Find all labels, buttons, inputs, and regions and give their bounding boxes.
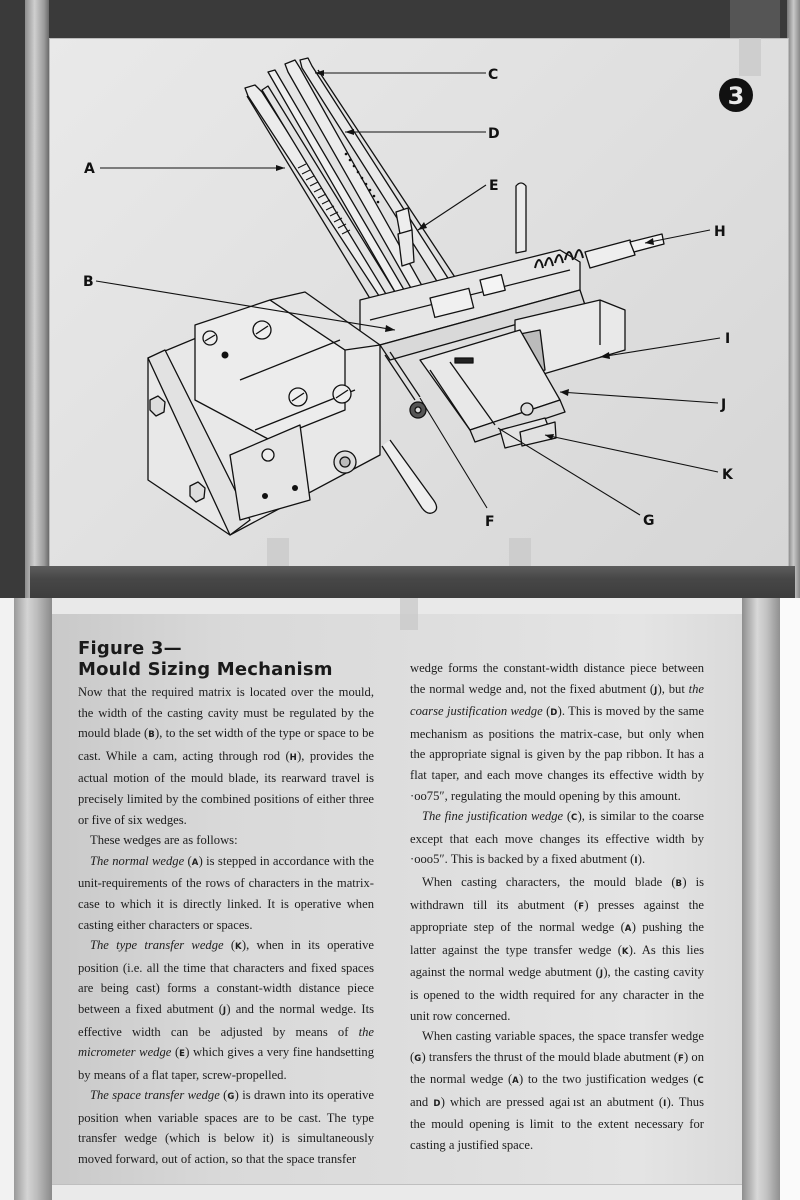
text-run: ( bbox=[223, 938, 236, 953]
text-run: ) is stepped in accordance with the unit-requirements of the rows of characters in the matrix-case to which it is directly linked. It is operative when casting either characters or spaces. bbox=[78, 853, 375, 932]
part-letter: K bbox=[235, 942, 242, 953]
text-run: ). bbox=[637, 852, 646, 867]
text-run: ). As this lies against the normal wedge abutment ( bbox=[410, 942, 704, 980]
text-run: ), when in its operative position (i.e. all the time that characters and fixed spaces are being cast) forms a constant-width distance piece between a fixed abutment ( bbox=[78, 938, 374, 1016]
text-run: ) pushing the latter against the type transfer wedge ( bbox=[410, 920, 704, 957]
wedge-rails bbox=[245, 58, 470, 315]
part-letter: D bbox=[433, 1098, 441, 1109]
callout-label-j: J bbox=[721, 397, 727, 413]
part-letter: F bbox=[677, 1053, 685, 1064]
text-run: When casting characters, the mould blade ( bbox=[422, 874, 676, 889]
text-run: ) presses against the appropriate step of the normal wedge ( bbox=[410, 897, 704, 935]
callout-label-d: D bbox=[488, 126, 500, 142]
part-letter: I bbox=[634, 856, 638, 867]
text-run: These wedges are as follows: bbox=[90, 833, 238, 848]
paragraph bbox=[78, 851, 374, 935]
wedge-name: The type transfer wedge bbox=[90, 938, 224, 953]
part-letter: J bbox=[222, 1005, 227, 1016]
text-run: Now that the required matrix is located over the mould, the width of the casting cavity must be regulated by the mould blade ( bbox=[78, 685, 374, 741]
part-letter: C bbox=[571, 813, 578, 824]
text-run: ) on the normal wedge ( bbox=[410, 1049, 704, 1087]
mould-sizing-diagram bbox=[0, 0, 800, 598]
right-text-flow bbox=[410, 658, 704, 1156]
part-letter: G bbox=[414, 1053, 422, 1064]
part-letter: J bbox=[599, 969, 604, 980]
text-run: ( bbox=[542, 704, 551, 719]
diagram-photo bbox=[0, 0, 800, 598]
wedge-name: The fine justification wedge bbox=[422, 809, 564, 824]
part-letter: K bbox=[621, 946, 629, 957]
paragraph bbox=[410, 872, 704, 1026]
tape-strip bbox=[400, 598, 418, 630]
display-frame-rail-right bbox=[742, 598, 780, 1200]
part-letter: A bbox=[624, 924, 632, 935]
callout-label-k: K bbox=[722, 467, 733, 483]
text-run: ). This is moved by the same mechanism as positions the matrix-case, but only when the appropriate signal is given by the pap ribbon. It has a flat taper, and each move changes its effective width by ·oo75″, regulating the mould opening by this amount. bbox=[410, 704, 705, 803]
part-letter: B bbox=[148, 730, 155, 741]
text-run: ) and the normal wedge. Its effective width can be adjusted by means of bbox=[78, 1001, 374, 1039]
left-text-flow bbox=[78, 682, 374, 1170]
callout-label-b: B bbox=[83, 274, 94, 290]
part-letter: I bbox=[663, 1098, 667, 1109]
part-letter: F bbox=[578, 901, 585, 912]
text-column-right bbox=[410, 658, 704, 1156]
paragraph bbox=[410, 806, 704, 872]
text-run: ) is withdrawn till its abutment ( bbox=[410, 874, 704, 912]
figure-title-line-1: Figure 3— bbox=[78, 638, 182, 659]
part-letter: H bbox=[289, 752, 298, 763]
lever-arm bbox=[382, 440, 437, 513]
figure-title-line-2: Mould Sizing Mechanism bbox=[78, 659, 333, 680]
callout-label-i: I bbox=[725, 331, 731, 347]
paragraph bbox=[410, 658, 704, 806]
figure-title bbox=[78, 638, 374, 680]
text-run: ) which are pressed agai ıst an abutment ( bbox=[440, 1094, 664, 1109]
callout-label-a: A bbox=[84, 161, 95, 177]
callout-label-f: F bbox=[485, 514, 495, 530]
background-wall bbox=[780, 598, 800, 1200]
part-letter: A bbox=[512, 1076, 520, 1087]
part-letter: C bbox=[697, 1076, 704, 1087]
callout-label-g: G bbox=[643, 513, 655, 529]
text-run: and bbox=[410, 1094, 434, 1109]
paragraph bbox=[78, 682, 374, 830]
paragraph bbox=[78, 830, 374, 851]
part-letter: A bbox=[191, 857, 199, 868]
text-run: ) which gives a very fine handsetting by means of a flat taper, screw-propelled. bbox=[78, 1045, 374, 1082]
text-run: ( bbox=[219, 1088, 228, 1103]
panel-bottom-edge bbox=[52, 1184, 742, 1200]
text-run: wedge forms the constant-width distance piece between the normal wedge and, not the fixed abutment ( bbox=[410, 661, 704, 696]
part-letter: J bbox=[654, 685, 658, 696]
text-panel-photo bbox=[0, 598, 800, 1200]
paragraph bbox=[410, 1026, 704, 1156]
part-letter: E bbox=[179, 1049, 186, 1060]
text-run: ( bbox=[171, 1045, 180, 1060]
wedge-name: the coarse justification wedge bbox=[410, 681, 705, 719]
text-run: ) is drawn into its operative position when variable spaces are to be cast. The type transfer wedge (which is below it) is simultaneously moved forward, out of action, so that the space transfer bbox=[78, 1088, 374, 1167]
text-run: ( bbox=[184, 853, 192, 868]
callout-label-e: E bbox=[489, 178, 499, 194]
panel-top-edge bbox=[52, 598, 742, 615]
lever-rod bbox=[516, 183, 526, 253]
wedge-name: The space transfer wedge bbox=[90, 1088, 220, 1103]
text-run: ), but bbox=[657, 681, 689, 696]
display-frame-rail-left bbox=[14, 598, 52, 1200]
text-run: ), is similar to the coarse except that each move changes its effective width by ·ooo5″. This is backed by a fixed abutment ( bbox=[410, 809, 704, 867]
callout-label-c: C bbox=[488, 67, 499, 83]
text-run: ( bbox=[563, 809, 572, 824]
text-panel bbox=[52, 614, 742, 1184]
text-run: ) to the two justification wedges ( bbox=[519, 1072, 698, 1087]
wedge-name: The normal wedge bbox=[90, 853, 185, 868]
wedge-name: the micrometer wedge bbox=[78, 1024, 374, 1060]
part-letter: B bbox=[675, 878, 683, 889]
callout-label-h: H bbox=[714, 224, 726, 240]
paragraph bbox=[78, 1085, 374, 1169]
text-run: When casting variable spaces, the space transfer wedge ( bbox=[410, 1029, 704, 1064]
text-run: ), the casting cavity is opened to the width required for any character in the unit row concerned. bbox=[410, 965, 704, 1023]
text-column-left bbox=[78, 638, 374, 1170]
mechanism-drawing bbox=[96, 58, 720, 535]
part-letter: G bbox=[227, 1092, 235, 1103]
part-letter: D bbox=[550, 708, 558, 719]
text-run: ), to the set width of the type or space to be cast. While a cam, acting through rod ( bbox=[78, 726, 374, 763]
adjuster-screw bbox=[385, 352, 426, 418]
paragraph bbox=[78, 935, 374, 1085]
text-run: ). Thus the mould opening is limit to the extent necessary for casting a justified space. bbox=[410, 1094, 704, 1153]
text-run: ), provides the actual motion of the mould blade, its rearward travel is precisely limited by the combined positions of either three or five of six wedges. bbox=[78, 748, 374, 827]
figure-number: 3 bbox=[727, 82, 745, 110]
text-run: ) transfers the thrust of the mould blade abutment ( bbox=[421, 1049, 678, 1064]
